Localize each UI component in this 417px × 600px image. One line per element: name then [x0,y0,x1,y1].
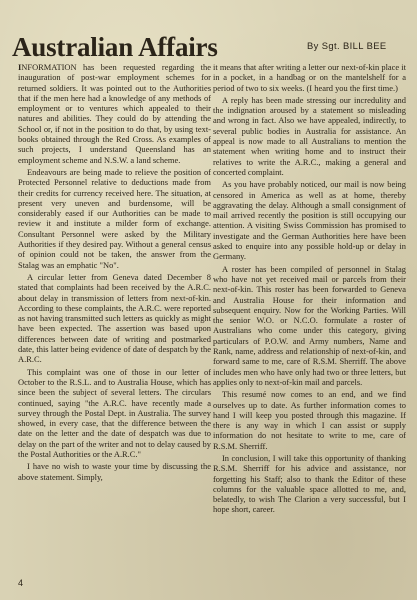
paragraph: This resumé now comes to an end, and we find ourselves up to date. As further information comes to hand I will keep you posted through this magazine. If there is any way in which I can assist or supply information do not hesitate to write to me, care of R.S.M. Sherriff. [213,389,406,451]
paragraph-text: NFORMATION has been requested regarding the inauguration of post-war employment schemes for returned soldiers. It was pointed out to the Authorities that if the men here had a knowledge of any methods of employment or to ventures which appealed to their natures and abilities. They could do by attending the School or, if not in the position to do that, by using text-books obtained through the Red Cross. As examples of such projects, I understand Queensland has an employment scheme and N.S.W. a land scheme. [18,62,211,165]
paragraph: As you have probably noticed, our mail is now being censored in America as well as at home, thereby aggravating the delay. Although a small consignment of mail arrived recently the position is still occupying our attention. A visiting Swiss Commission has promised to investigate and the German Authorities here have been asked to enquire into any possible hold-up or delay in Germany. [213,179,406,262]
paragraph: In conclusion, I will take this opportunity of thanking R.S.M. Sherriff for his advice and assistance, nor forgetting his Staff; also to thank the Editor of these columns for the valuable space allotted to me, and, belatedly, to wish The Clarion a very successful, but I hope short, career. [213,452,406,515]
paragraph: A circular letter from Geneva dated December 8 stated that complaints had been received by the A.R.C. about delay in transmission of letters from next-of-kin. According to these complaints, the A.R.C. were reported as not having transmitted such letters as quickly as might have been expected. The assertion was based upon differences between date of writing and postmarked date, this latter being evidence of date of despatch by the A.R.C. [18,271,211,365]
paragraph: Endeavours are being made to relieve the position of Protected Personnel relative to deductions made from their credits for currency received here. The situation, at present very uneven and burdensome, will be considerably eased if our Authorities can be made to review it and institute a milder form of exchange. Consultant Personnel were asked by the Military Authorities if they desired pay. Without a general census of opinion could not be taken, the answer from the Stalag was an emphatic "No". [18,166,211,270]
article-byline: By Sgt. BILL BEE [307,40,387,51]
paragraph [18,62,211,165]
left-column [18,62,211,484]
paragraph: I have no wish to waste your time by discussing the above statement. Simply, [18,461,211,482]
paragraph: This complaint was one of those in our letter of October to the R.S.L. and to Australia House, which has since been the subject of several letters. The circulars continued, saying "the A.R.C. have recently made a survey through the Postal Dept. in Australia. The survey showed, in every case, that the difference between the date on the letter and the date of despatch was due to delay on the part of the writer and not to delay caused by the Postal Authorities or the A.R.C." [18,366,211,459]
page-number: 4 [18,578,24,588]
paragraph: A roster has been compiled of personnel in Stalag who have not yet received mail or parcels from their next-of-kin. This roster has been forwarded to Geneva and Australia House for their information and subsequent enquiry. Now for the Working Parties. Will the senior W.O. or N.C.O. formulate a roster of Australians who come under this category, giving particulars of P.O.W. and Army numbers, Name and Rank, name, address and relationship of next-of-kin, and forward same to me, care of R.S.M. Sherriff. The above includes men who have only had two or three letters, but applies only to next-of-kin mail and parcels. [213,263,406,387]
paragraph: it means that after writing a letter our next-of-kin place it in a pocket, in a handbag or on the mantelshelf for a period of two to six weeks. (I heard you the first time.) [213,62,406,93]
right-column [213,62,406,517]
article-title: Australian Affairs [12,32,218,62]
paragraph: A reply has been made stressing our incredulity and the indignation aroused by a statement so misleading and wrong in fact. Also we have appealed, indirectly, to several public bodies in Australia for assistance. An appeal is now made to all Australians to mention the statement when writing home and to instruct their relatives to write the A.R.C., making a general and concerted complaint. [213,94,406,177]
drop-cap: I [18,62,22,72]
